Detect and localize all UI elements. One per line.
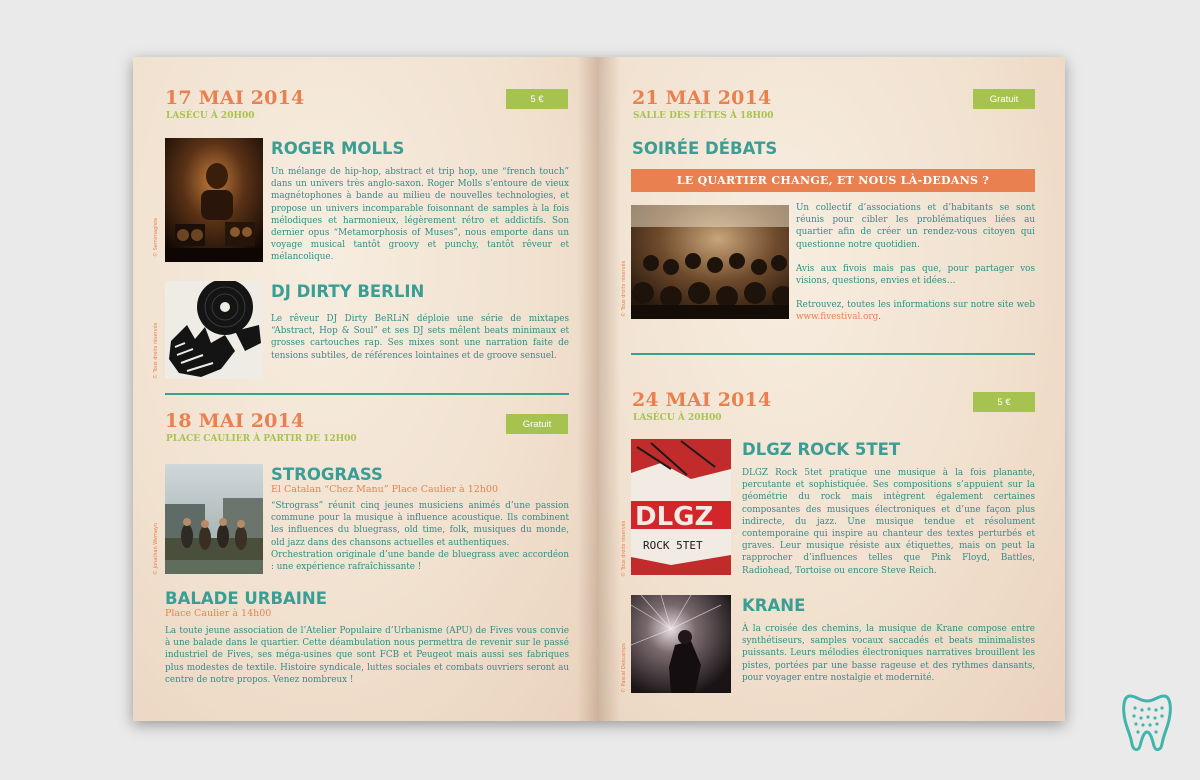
strograss-photo xyxy=(165,464,263,574)
photo-credit: © Jonathan Wemayn xyxy=(153,522,159,575)
event-description xyxy=(796,202,1035,324)
section-divider xyxy=(631,353,1035,355)
act-title: STROGRASS xyxy=(271,465,383,484)
act-description-p1: “Strograss” réunit cinq jeunes musiciens animés d’une passion commune pour la musique à influence acoustique. Ils combinent les influences du bluegrass, old time, folk, musiques du monde, old jazz dans des chansons actuelles et authentiques. xyxy=(271,501,569,548)
price-badge: 5 € xyxy=(506,89,568,109)
photo-credit: © Tous droits réservés xyxy=(621,260,627,317)
event-venue: LASÉCU À 20H00 xyxy=(166,111,255,121)
event-paragraph xyxy=(796,299,1035,323)
act-description: Le rêveur DJ Dirty BeRLiN déploie une série de mixtapes “Abstract, Hop & Soul” et ses DJ sets mêlent beats minimaux et grosses cartouches rap. Ses mixes sont une narration faite de tensions subtiles, de références lointaines et de groove sensuel. xyxy=(271,314,569,361)
price-badge: 5 € xyxy=(973,392,1035,412)
right-page xyxy=(599,57,1065,721)
website-link[interactable]: www.fivestival.org xyxy=(796,312,879,323)
event-venue: LASÉCU À 20H00 xyxy=(633,413,722,423)
event-date: 17 MAI 2014 xyxy=(165,87,305,109)
debate-banner: LE QUARTIER CHANGE, ET NOUS LÀ-DEDANS ? xyxy=(631,169,1035,192)
roger-molls-photo xyxy=(165,138,263,262)
svg-text:DLGZ: DLGZ xyxy=(635,502,714,532)
event-title: SOIRÉE DÉBATS xyxy=(632,139,778,158)
act-description: À la croisée des chemins, la musique de Krane compose entre synthétiseurs, samples vocaux saccadés et beats minimalistes puissants. Leurs mélodies électroniques narratives brouillent les pistes, portées par une basse rageuse et des rythmes dansants, pour voyager entre nostalgie et modernité. xyxy=(742,624,1035,683)
dlgz-artwork xyxy=(631,439,731,575)
act-description-p2: Orchestration originale d’une bande de bluegrass avec accordéon : une expérience rafraîchissante ! xyxy=(271,549,569,573)
event-date: 18 MAI 2014 xyxy=(165,410,305,432)
event-paragraph-text: Retrouvez, toutes les informations sur notre site web xyxy=(796,300,1035,311)
event-paragraph: Avis aux fivois mais pas que, pour partager vos visions, questions, envies et idées… xyxy=(796,263,1035,287)
event-venue: SALLE DES FÊTES À 18H00 xyxy=(633,111,774,121)
act-subtitle: El Catalan “Chez Manu” Place Caulier à 12h00 xyxy=(271,484,498,495)
section-divider xyxy=(165,393,569,395)
photo-credit: © Semimagiste xyxy=(153,217,159,257)
price-badge: Gratuit xyxy=(973,89,1035,109)
act-description: La toute jeune association de l’Atelier Populaire d’Urbanisme (APU) de Fives vous convie à une balade dans le quartier. Cette déambulation nous permettra de revenir sur le passé industriel de Fives, ses méga-usines que sont FCB et Peugeot mais aussi ses fabriques plus modestes de textile. Histoire syndicale, luttes sociales et combats ouvriers seront au centre de notre propos. Venez nombreux ! xyxy=(165,626,569,685)
photo-credit: © Tous droits réservés xyxy=(621,520,627,577)
event-date: 24 MAI 2014 xyxy=(632,389,772,411)
act-title: ROGER MOLLS xyxy=(271,139,405,158)
event-date: 21 MAI 2014 xyxy=(632,87,772,109)
act-title: KRANE xyxy=(742,596,806,615)
act-description xyxy=(271,500,569,573)
debate-photo xyxy=(631,205,789,319)
act-description: DLGZ Rock 5tet pratique une musique à la fois planante, percutante et sophistiquée. Ses compositions s’appuient sur la géométrie du rock mais intègrent également certaines composantes des musiques électroniques et d’une façon plus indirecte, du jazz. Une musique tendue et résolument contemporaine qui inspire au chanteur des textes perturbés et graves. Leur musique résiste aux étiquettes, mais on peut la rapprocher d’influences telles que Pink Floyd, Battles, Radiohead, Tortoise ou encore Steve Reich. xyxy=(742,468,1035,576)
brochure-spread xyxy=(133,57,1065,721)
event-venue: PLACE CAULIER À PARTIR DE 12H00 xyxy=(166,434,357,444)
svg-text:ROCK 5TET: ROCK 5TET xyxy=(643,539,703,552)
event-paragraph: Un collectif d’associations et d’habitants se sont réunis pour cibler les problématiques liées au quartier afin de créer un rendez-vous citoyen qui questionne notre quotidien. xyxy=(796,203,1035,250)
photo-credit: © Tous droits réservés xyxy=(153,322,159,379)
dj-dirty-berlin-artwork xyxy=(165,281,263,379)
act-title: DLGZ ROCK 5TET xyxy=(742,440,901,459)
tooth-icon xyxy=(1122,692,1172,754)
krane-photo xyxy=(631,595,731,693)
left-page xyxy=(133,57,599,721)
act-title: BALADE URBAINE xyxy=(165,589,328,608)
act-subtitle: Place Caulier à 14h00 xyxy=(165,608,272,619)
act-description: Un mélange de hip-hop, abstract et trip hop, une “french touch” dans un univers très anglo-saxon. Roger Molls s’entoure de vieux magnétophones à bande au milieu de nouvelles technologies, et propose un univers incomparable foisonnant de samples à la fois mélodiques et harmonieux, légèrement rétro et addictifs. Son dernier opus “Metamorphosis of Muses”, nous emporte dans un voyage musical tantôt groovy et punchy, tantôt rêveur et mélancolique. xyxy=(271,167,569,263)
act-title: DJ DIRTY BERLIN xyxy=(271,282,425,301)
price-badge: Gratuit xyxy=(506,414,568,434)
event-paragraph-end: . xyxy=(878,312,882,323)
photo-credit: © Pascal Descamps xyxy=(621,643,627,693)
